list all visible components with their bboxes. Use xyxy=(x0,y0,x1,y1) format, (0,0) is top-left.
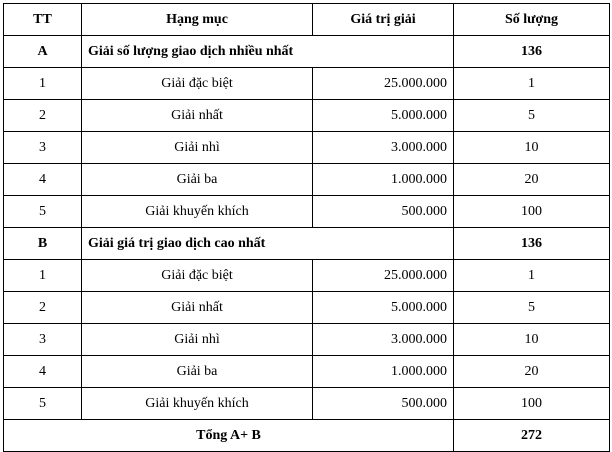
section-id: B xyxy=(4,228,82,260)
section-row-b xyxy=(4,228,610,260)
row-value: 3.000.000 xyxy=(313,132,454,164)
section-row-a xyxy=(4,36,610,68)
header-category: Hạng mục xyxy=(82,4,313,36)
table-row xyxy=(4,132,610,164)
prize-table xyxy=(3,3,610,452)
row-name: Giải nhì xyxy=(82,324,313,356)
section-total: 136 xyxy=(454,36,610,68)
row-tt: 4 xyxy=(4,356,82,388)
row-qty: 5 xyxy=(454,100,610,132)
row-tt: 3 xyxy=(4,132,82,164)
row-qty: 10 xyxy=(454,132,610,164)
table-row xyxy=(4,260,610,292)
header-tt: TT xyxy=(4,4,82,36)
section-total: 136 xyxy=(454,228,610,260)
table-row xyxy=(4,164,610,196)
row-name: Giải ba xyxy=(82,356,313,388)
row-name: Giải nhất xyxy=(82,100,313,132)
row-value: 1.000.000 xyxy=(313,164,454,196)
row-value: 25.000.000 xyxy=(313,260,454,292)
row-name: Giải đặc biệt xyxy=(82,68,313,100)
row-qty: 5 xyxy=(454,292,610,324)
row-name: Giải nhất xyxy=(82,292,313,324)
row-tt: 1 xyxy=(4,260,82,292)
row-name: Giải ba xyxy=(82,164,313,196)
table-row xyxy=(4,292,610,324)
section-id: A xyxy=(4,36,82,68)
header-quantity: Số lượng xyxy=(454,4,610,36)
section-title: Giải số lượng giao dịch nhiều nhất xyxy=(82,36,454,68)
row-qty: 1 xyxy=(454,260,610,292)
row-name: Giải đặc biệt xyxy=(82,260,313,292)
row-name: Giải nhì xyxy=(82,132,313,164)
row-qty: 20 xyxy=(454,356,610,388)
table-row xyxy=(4,100,610,132)
row-tt: 2 xyxy=(4,292,82,324)
table-row xyxy=(4,356,610,388)
row-name: Giải khuyến khích xyxy=(82,196,313,228)
row-tt: 5 xyxy=(4,388,82,420)
row-qty: 10 xyxy=(454,324,610,356)
row-qty: 20 xyxy=(454,164,610,196)
table-row xyxy=(4,388,610,420)
table-row xyxy=(4,68,610,100)
row-tt: 5 xyxy=(4,196,82,228)
table-body xyxy=(4,36,610,452)
row-value: 1.000.000 xyxy=(313,356,454,388)
row-tt: 3 xyxy=(4,324,82,356)
row-tt: 4 xyxy=(4,164,82,196)
row-value: 25.000.000 xyxy=(313,68,454,100)
section-title: Giải giá trị giao dịch cao nhất xyxy=(82,228,454,260)
grand-total-row xyxy=(4,420,610,452)
row-qty: 1 xyxy=(454,68,610,100)
row-value: 5.000.000 xyxy=(313,100,454,132)
row-name: Giải khuyến khích xyxy=(82,388,313,420)
grand-total-value: 272 xyxy=(454,420,610,452)
row-qty: 100 xyxy=(454,196,610,228)
row-value: 3.000.000 xyxy=(313,324,454,356)
row-tt: 1 xyxy=(4,68,82,100)
grand-total-label: Tổng A+ B xyxy=(4,420,454,452)
row-value: 500.000 xyxy=(313,196,454,228)
row-tt: 2 xyxy=(4,100,82,132)
table-row xyxy=(4,324,610,356)
row-value: 500.000 xyxy=(313,388,454,420)
header-row xyxy=(4,4,610,36)
row-qty: 100 xyxy=(454,388,610,420)
table-row xyxy=(4,196,610,228)
header-value: Giá trị giải xyxy=(313,4,454,36)
row-value: 5.000.000 xyxy=(313,292,454,324)
